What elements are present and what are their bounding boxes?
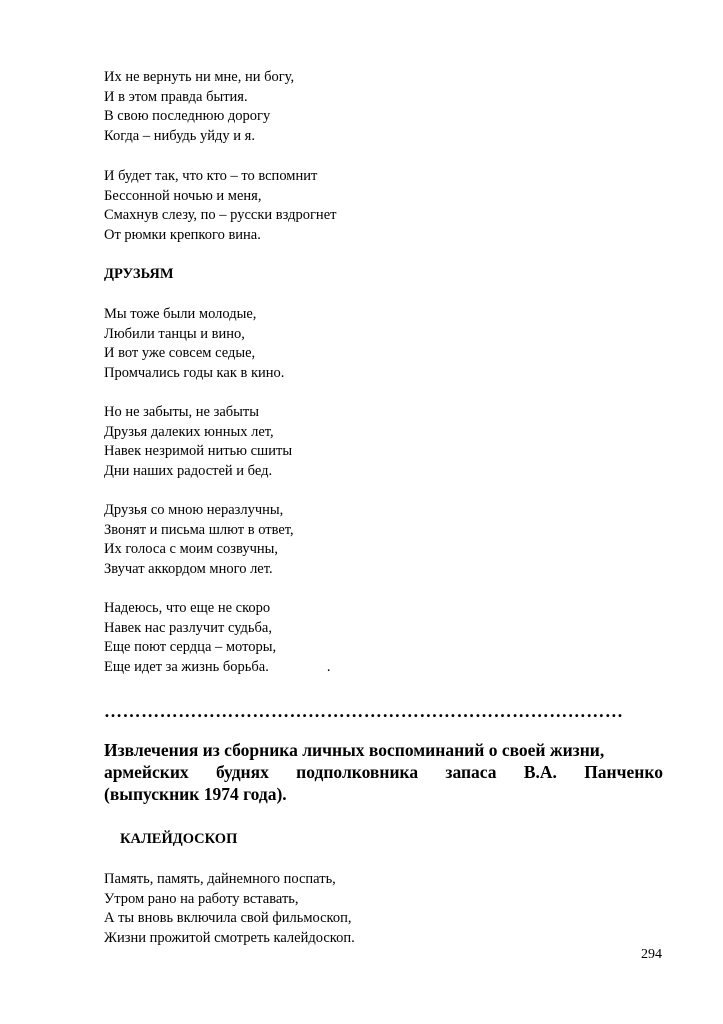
poem-title-druzyam: ДРУЗЬЯМ xyxy=(104,266,174,282)
extract-word: В.А. xyxy=(523,762,557,782)
poem-line: И в этом правда бытия. xyxy=(104,88,248,105)
poem-line: Но не забыты, не забыты xyxy=(104,404,259,420)
extract-word: подполковника xyxy=(296,762,419,782)
extract-line-1: Извлечения из сборника личных воспоминаний о своей жизни, xyxy=(104,740,605,760)
poem-line: Дни наших радостей и бед. xyxy=(104,462,273,479)
poem-stanza-2 xyxy=(104,167,336,245)
poem-line: Навек нас разлучит судьба, xyxy=(104,619,272,636)
extract-word: запаса xyxy=(445,762,497,782)
poem-line: Звонят и письма шлют в ответ, xyxy=(104,521,294,538)
poem-stanza-1 xyxy=(104,68,294,146)
extract-word: армейских xyxy=(104,762,189,782)
poem-line: И будет так, что кто – то вспомнит xyxy=(104,168,318,184)
dotted-divider: ………………………………………………………………………… xyxy=(104,701,624,721)
poem-stanza-4 xyxy=(104,403,292,481)
poem-line: Память, память, дайнемного поспать, xyxy=(104,871,336,887)
poem-line: Надеюсь, что еще не скоро xyxy=(104,600,271,616)
extract-word: Панченко xyxy=(584,762,663,782)
poem-line xyxy=(104,658,330,678)
extract-heading xyxy=(104,739,663,805)
poem-line: Когда – нибудь уйду и я. xyxy=(104,127,255,144)
poem-line: Любили танцы и вино, xyxy=(104,325,245,342)
poem-line: Жизни прожитой смотреть калейдоскоп. xyxy=(104,929,355,946)
trailing-dot: . xyxy=(326,658,331,675)
poem-line: Звучат аккордом много лет. xyxy=(104,560,273,577)
poem-line: Промчались годы как в кино. xyxy=(104,364,285,381)
poem-title-kaleidoskop: КАЛЕЙДОСКОП xyxy=(120,831,238,847)
poem-line: От рюмки крепкого вина. xyxy=(104,226,261,243)
poem-line: Утром рано на работу вставать, xyxy=(104,890,299,907)
page-number: 294 xyxy=(641,947,662,962)
poem-line: А ты вновь включила свой фильмоскоп, xyxy=(104,910,352,927)
poem-stanza-5 xyxy=(104,501,294,579)
poem-line: Навек незримой нитью сшиты xyxy=(104,443,293,460)
extract-line-2 xyxy=(104,761,663,783)
poem-line-text: Еще идет за жизнь борьба. xyxy=(104,658,269,675)
poem-line: Друзья со мною неразлучны, xyxy=(104,502,284,518)
extract-line-3: (выпускник 1974 года). xyxy=(104,784,287,804)
poem-stanza-6 xyxy=(104,599,330,677)
poem-line: Друзья далеких юнных лет, xyxy=(104,423,274,440)
extract-word: буднях xyxy=(215,762,269,782)
poem-line: В свою последнюю дорогу xyxy=(104,108,271,125)
poem-line: Еще поют сердца – моторы, xyxy=(104,639,277,656)
poem-line: Смахнув слезу, по – русски вздрогнет xyxy=(104,207,337,224)
poem-line: Их голоса с моим созвучны, xyxy=(104,541,278,558)
poem-line: И вот уже совсем седые, xyxy=(104,345,256,362)
poem-line: Мы тоже были молодые, xyxy=(104,306,257,322)
poem-stanza-7 xyxy=(104,870,355,948)
poem-line: Бессонной ночью и меня, xyxy=(104,187,262,204)
poem-line: Их не вернуть ни мне, ни богу, xyxy=(104,69,295,85)
poem-stanza-3 xyxy=(104,305,284,383)
